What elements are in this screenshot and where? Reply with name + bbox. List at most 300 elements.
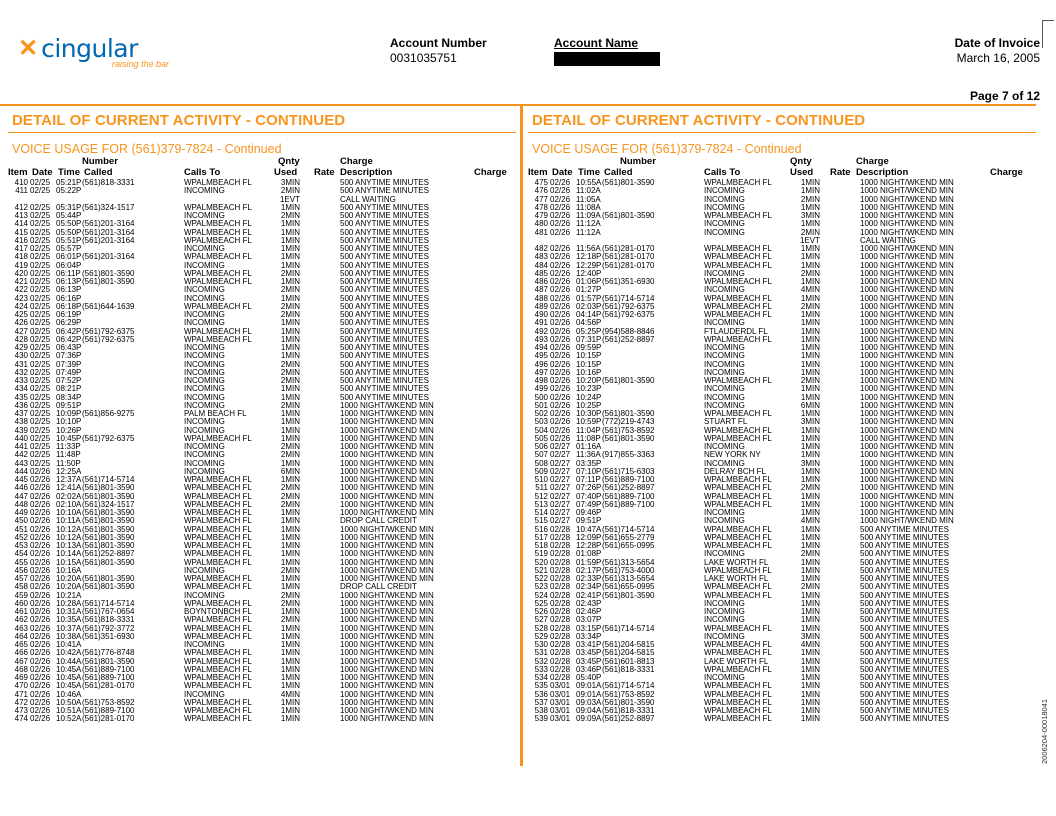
cell-calls-to: WPALMBEACH FL [704, 409, 772, 418]
cell-calls-to: WPALMBEACH FL [184, 268, 252, 278]
cell-item: 514 [534, 508, 548, 517]
column-header [8, 167, 516, 178]
col-description: Description [340, 167, 393, 178]
cell-qty-used: 2MIN [800, 483, 820, 493]
table-row [8, 187, 516, 195]
cell-description: 1000 NIGHT/WKEND MIN [860, 475, 954, 484]
cell-item: 433 [14, 376, 28, 385]
cell-time: 06:13P [56, 277, 82, 286]
cell-time: 10:45A [56, 673, 82, 682]
cell-calls-to: WPALMBEACH FL [704, 689, 772, 699]
cell-time: 01:16A [576, 442, 602, 451]
cell-calls-to: INCOMING [184, 351, 225, 361]
cell-calls-to: WPALMBEACH FL [184, 301, 252, 311]
table-row [528, 435, 1036, 443]
cell-qty-used: 1MIN [800, 310, 820, 319]
cell-calls-to: INCOMING [704, 219, 745, 229]
cell-calls-to: LAKE WORTH FL [704, 656, 769, 666]
table-row [528, 311, 1036, 319]
cell-calls-to: WPALMBEACH FL [704, 491, 772, 501]
column-divider [520, 106, 523, 766]
cell-date: 02/25 [30, 252, 51, 262]
cell-time: 06:01P [56, 252, 82, 262]
cell-description: 500 ANYTIME MINUTES [340, 285, 429, 295]
cell-date: 02/26 [550, 202, 571, 212]
cell-time: 11:56A [576, 244, 601, 253]
table-row [8, 451, 516, 459]
cell-called-number: (561)801-3590 [82, 268, 135, 278]
cell-called-number: (561)801-3590 [82, 532, 135, 542]
cell-item: 481 [534, 227, 548, 237]
cell-qty-used: 4MIN [280, 689, 300, 699]
cell-date: 02/25 [30, 376, 51, 385]
col-item: Item [528, 167, 548, 178]
cell-time: 07:31P [576, 334, 602, 344]
cell-called-number: (561)801-3590 [602, 178, 655, 187]
cell-description: 1000 NIGHT/WKEND MIN [340, 648, 434, 658]
cell-date: 02/27 [550, 508, 571, 517]
cell-time: 11:12A [576, 227, 601, 237]
cell-time: 09:46P [576, 508, 602, 517]
cell-date: 02/27 [550, 442, 571, 451]
col-item: Item [8, 167, 28, 178]
cell-time: 10:24P [576, 392, 602, 402]
cell-calls-to: WPALMBEACH FL [704, 475, 772, 484]
col-date: Date [32, 167, 53, 178]
cell-date: 02/25 [30, 450, 51, 460]
cell-time: 06:18P [56, 301, 82, 311]
cell-time: 10:25P [576, 400, 602, 410]
cell-item: 504 [534, 425, 548, 435]
cell-item: 528 [534, 623, 548, 633]
cell-item: 446 [14, 483, 28, 493]
cell-called-number: (561)281-0170 [602, 244, 655, 253]
table-row [528, 220, 1036, 228]
cell-description: 1000 NIGHT/WKEND MIN [860, 219, 954, 229]
cell-item: 490 [534, 310, 548, 319]
cell-calls-to: INCOMING [704, 392, 745, 402]
cell-date: 02/26 [550, 260, 571, 270]
cell-time: 10:13A [56, 541, 82, 550]
cell-description: 1000 NIGHT/WKEND MIN [860, 260, 954, 270]
cell-item: 525 [534, 598, 548, 608]
table-row [8, 344, 516, 352]
cell-description: 500 ANYTIME MINUTES [860, 565, 949, 575]
table-row [528, 394, 1036, 402]
cell-qty-used: 1MIN [280, 260, 300, 270]
cell-date: 02/25 [30, 277, 51, 286]
cell-description: 1000 NIGHT/WKEND MIN [860, 442, 954, 451]
cell-time: 10:11A [56, 516, 81, 526]
cell-description: 1000 NIGHT/WKEND MIN [340, 598, 434, 608]
cell-called-number: (561)714-5714 [602, 623, 655, 633]
table-row [8, 336, 516, 344]
cell-description: 500 ANYTIME MINUTES [340, 301, 429, 311]
cell-qty-used: 1MIN [280, 458, 300, 468]
cell-date: 02/26 [550, 211, 571, 220]
cell-item: 497 [534, 367, 548, 377]
cell-calls-to: WPALMBEACH FL [184, 499, 252, 509]
cell-qty-used: 1MIN [280, 557, 300, 567]
cell-qty-used: 1MIN [800, 326, 820, 336]
cell-description: 500 ANYTIME MINUTES [340, 359, 429, 369]
table-row [528, 377, 1036, 385]
table-row [8, 369, 516, 377]
cell-time: 02:33P [576, 574, 602, 583]
cell-description: 1000 NIGHT/WKEND MIN [860, 433, 954, 443]
cell-called-number: (917)855-3363 [602, 450, 655, 460]
cell-calls-to: INCOMING [704, 549, 745, 559]
cell-qty-used: 2MIN [280, 598, 300, 608]
cell-calls-to: WPALMBEACH FL [184, 541, 252, 550]
cell-item: 466 [14, 648, 28, 658]
cell-description: 1000 NIGHT/WKEND MIN [860, 376, 954, 385]
cell-time: 05:50P [56, 227, 82, 237]
cell-qty-used: 3MIN [800, 631, 820, 641]
cell-item: 509 [534, 466, 548, 476]
cell-called-number: (561)801-3590 [82, 656, 135, 666]
cell-qty-used: 1MIN [280, 516, 300, 526]
cell-description: 1000 NIGHT/WKEND MIN [860, 343, 954, 352]
cell-description: 500 ANYTIME MINUTES [340, 235, 429, 245]
cell-description: 1000 NIGHT/WKEND MIN [340, 557, 434, 567]
cell-description: 1000 NIGHT/WKEND MIN [860, 516, 954, 526]
cell-qty-used: 1MIN [280, 549, 300, 559]
cell-date: 02/26 [30, 557, 51, 567]
cell-called-number: (561)792-6375 [82, 433, 135, 443]
account-name-block [554, 36, 660, 66]
cell-calls-to: WPALMBEACH FL [704, 565, 772, 575]
cell-description: 500 ANYTIME MINUTES [860, 607, 949, 616]
account-number-label: Account Number [390, 36, 487, 50]
cell-item: 488 [534, 293, 548, 303]
cell-date: 02/26 [550, 268, 571, 278]
cell-date: 02/26 [30, 491, 51, 501]
cell-time: 01:57P [576, 293, 602, 303]
cell-time: 12:25A [56, 466, 82, 476]
cell-qty-used: 1MIN [800, 574, 820, 583]
cell-qty-used: 2MIN [280, 590, 300, 600]
cell-time: 10:59P [576, 417, 602, 427]
cell-calls-to: INCOMING [704, 351, 745, 361]
table-row [528, 608, 1036, 616]
table-row [8, 435, 516, 443]
cell-description: 500 ANYTIME MINUTES [340, 277, 429, 286]
cell-date: 02/26 [550, 425, 571, 435]
cell-time: 09:09A [576, 714, 602, 724]
cell-time: 02:02A [56, 491, 82, 501]
cell-called-number: (561)818-3331 [602, 706, 655, 715]
cell-qty-used: 1MIN [800, 384, 820, 394]
cell-calls-to: INCOMING [184, 359, 225, 369]
cell-time: 09:01A [576, 681, 602, 691]
cell-qty-used: 1MIN [800, 293, 820, 303]
cell-description: 1000 NIGHT/WKEND MIN [860, 277, 954, 286]
cell-calls-to: STUART FL [704, 417, 748, 427]
cell-date: 02/26 [30, 714, 51, 724]
cell-called-number: (561)801-3590 [602, 433, 655, 443]
cell-time: 05:51P [56, 235, 82, 245]
cell-description: 1000 NIGHT/WKEND MIN [860, 384, 954, 394]
cell-calls-to: INCOMING [184, 442, 225, 451]
cell-date: 02/25 [30, 186, 51, 196]
col-called: Called [84, 167, 113, 178]
cell-item: 511 [535, 483, 548, 493]
cell-description: 500 ANYTIME MINUTES [340, 351, 429, 361]
cell-called-number: (561)714-5714 [602, 524, 655, 534]
cell-called-number: (561)313-5654 [602, 557, 655, 567]
cell-called-number: (561)324-1517 [82, 499, 135, 509]
cell-calls-to: INCOMING [704, 400, 745, 410]
cell-calls-to: INCOMING [184, 384, 225, 394]
cell-description: 500 ANYTIME MINUTES [860, 598, 949, 608]
cell-item: 419 [14, 260, 28, 270]
cell-calls-to: WPALMBEACH FL [184, 252, 252, 262]
cell-qty-used: 2MIN [280, 565, 300, 575]
cell-calls-to: NEW YORK NY [704, 450, 761, 460]
cell-calls-to: INCOMING [704, 318, 745, 328]
cell-qty-used: 1MIN [280, 293, 300, 303]
cell-qty-used: 1MIN [800, 508, 820, 517]
table-row [8, 394, 516, 402]
cell-description: 500 ANYTIME MINUTES [340, 334, 429, 344]
cell-item: 410 [14, 178, 28, 187]
cell-qty-used: 2MIN [280, 400, 300, 410]
cell-date: 02/26 [30, 541, 51, 550]
cell-calls-to: INCOMING [184, 466, 225, 476]
cell-qty-used: 1MIN [280, 202, 300, 212]
cell-description: 1000 NIGHT/WKEND MIN [860, 285, 954, 295]
cell-description: 1000 NIGHT/WKEND MIN [860, 450, 954, 460]
cell-date: 02/25 [30, 227, 51, 237]
cell-item: 482 [534, 244, 548, 253]
cell-called-number: (561)792-6375 [82, 326, 135, 336]
cell-item: 415 [14, 227, 28, 237]
cell-description: 1000 NIGHT/WKEND MIN [340, 442, 434, 451]
cell-called-number: (561)644-1639 [82, 301, 135, 311]
cell-description: 1000 NIGHT/WKEND MIN [340, 425, 434, 435]
cell-description: 1000 NIGHT/WKEND MIN [340, 565, 434, 575]
cell-qty-used: 1MIN [800, 664, 820, 674]
cell-time: 05:40P [576, 673, 602, 682]
cell-calls-to: INCOMING [184, 310, 225, 319]
cell-qty-used: 1MIN [800, 590, 820, 600]
cell-description: 1000 NIGHT/WKEND MIN [340, 640, 434, 649]
cell-calls-to: WPALMBEACH FL [704, 541, 772, 550]
cell-qty-used: 1MIN [280, 673, 300, 682]
cell-qty-used: 1MIN [800, 681, 820, 691]
cell-calls-to: WPALMBEACH FL [184, 574, 252, 583]
cell-date: 02/26 [550, 194, 571, 204]
col-called: Called [604, 167, 633, 178]
cell-qty-used: 1MIN [280, 697, 300, 707]
cell-item: 423 [14, 293, 28, 303]
cell-called-number: (561)801-3590 [602, 211, 655, 220]
table-row [528, 229, 1036, 237]
cell-date: 02/25 [30, 310, 51, 319]
cell-called-number: (561)801-3590 [82, 524, 135, 534]
cell-qty-used: 1MIN [800, 367, 820, 377]
cell-item: 523 [534, 582, 548, 592]
cell-calls-to: WPALMBEACH FL [184, 681, 252, 691]
cell-time: 07:49P [576, 499, 602, 509]
cell-qty-used: 1MIN [280, 318, 300, 328]
cell-called-number: (561)601-8813 [602, 656, 655, 666]
cell-time: 06:42P [56, 334, 82, 344]
cell-called-number: (561)801-3590 [602, 697, 655, 707]
cell-qty-used: 1MIN [800, 697, 820, 707]
cell-date: 02/26 [550, 384, 571, 394]
table-row [8, 418, 516, 426]
cell-item: 451 [14, 524, 28, 534]
col-rate: Rate [830, 167, 851, 178]
cell-item: 462 [14, 615, 28, 625]
cell-qty-used: 1MIN [280, 664, 300, 674]
cell-called-number: (561)753-8592 [602, 689, 655, 699]
cell-calls-to: WPALMBEACH FL [184, 277, 252, 286]
cell-calls-to: WPALMBEACH FL [704, 483, 772, 493]
cell-description: 500 ANYTIME MINUTES [340, 260, 429, 270]
cell-time: 10:45A [56, 664, 82, 674]
table-row [8, 352, 516, 360]
cell-date: 02/26 [30, 475, 51, 484]
cell-date: 02/25 [30, 244, 51, 253]
cell-item: 519 [534, 549, 548, 559]
table-row [8, 583, 516, 591]
cell-called-number: (561)818-3331 [82, 615, 135, 625]
cell-calls-to: WPALMBEACH FL [184, 491, 252, 501]
table-row [8, 443, 516, 451]
cell-date: 02/26 [30, 673, 51, 682]
cell-description: 500 ANYTIME MINUTES [860, 656, 949, 666]
cell-description: 500 ANYTIME MINUTES [340, 376, 429, 385]
cell-item: 513 [534, 499, 548, 509]
cell-calls-to: INCOMING [184, 458, 225, 468]
cell-description: 1000 NIGHT/WKEND MIN [860, 425, 954, 435]
cell-item: 522 [534, 574, 548, 583]
cell-time: 11:08A [576, 202, 601, 212]
cell-description: 1000 NIGHT/WKEND MIN [340, 417, 434, 427]
cell-item: 485 [534, 268, 548, 278]
cell-qty-used: 1MIN [280, 582, 300, 592]
cell-qty-used: 1MIN [280, 343, 300, 352]
cell-time: 10:12A [56, 532, 82, 542]
cell-item: 491 [534, 318, 548, 328]
cell-date: 02/25 [30, 425, 51, 435]
cell-time: 03:15P [576, 623, 602, 633]
col-rate: Rate [314, 167, 335, 178]
cell-time: 02:43P [576, 598, 602, 608]
cell-qty-used: 1MIN [800, 607, 820, 616]
cell-item: 515 [534, 516, 548, 526]
cell-time: 11:08P [576, 433, 601, 443]
cell-calls-to: INCOMING [184, 392, 225, 402]
cell-date: 02/26 [550, 285, 571, 295]
cell-time: 10:55A [576, 178, 602, 187]
cell-item: 429 [14, 343, 28, 352]
cell-called-number: (561)801-3590 [602, 376, 655, 385]
cell-date: 03/01 [550, 714, 571, 724]
cell-calls-to: INCOMING [184, 640, 225, 649]
cell-item: 441 [14, 442, 28, 451]
cell-called-number: (561)801-3590 [82, 541, 135, 550]
cell-qty-used: 1MIN [800, 541, 820, 550]
cell-called-number: (561)313-5654 [602, 574, 655, 583]
cell-description: 500 ANYTIME MINUTES [340, 384, 429, 394]
cell-qty-used: 1MIN [280, 706, 300, 715]
cell-called-number: (561)889-7100 [602, 491, 655, 501]
cell-calls-to: WPALMBEACH FL [704, 590, 772, 600]
cell-calls-to: WPALMBEACH FL [184, 697, 252, 707]
col-description: Description [856, 167, 909, 178]
cell-date: 02/26 [30, 516, 51, 526]
cell-qty-used: 2MIN [280, 442, 300, 451]
table-row [528, 542, 1036, 550]
cell-description: 1000 NIGHT/WKEND MIN [340, 697, 434, 707]
cell-description: 500 ANYTIME MINUTES [340, 227, 429, 237]
cell-qty-used: 4MIN [800, 285, 820, 295]
cell-description: 1000 NIGHT/WKEND MIN [340, 450, 434, 460]
cell-item: 424 [14, 301, 28, 311]
cell-description: CALL WAITING [340, 194, 396, 204]
cell-called-number: (561)801-3590 [82, 582, 135, 592]
cell-date: 02/26 [30, 623, 51, 633]
cell-description: 1000 NIGHT/WKEND MIN [340, 483, 434, 493]
cell-called-number: (561)252-8897 [602, 334, 655, 344]
cell-description: 1000 NIGHT/WKEND MIN [340, 689, 434, 699]
cell-description: 500 ANYTIME MINUTES [860, 524, 949, 534]
cell-description: DROP CALL CREDIT [340, 516, 417, 526]
cell-qty-used: 1MIN [800, 318, 820, 328]
cell-qty-used: 1MIN [800, 557, 820, 567]
cell-date: 02/25 [30, 442, 51, 451]
cell-calls-to: WPALMBEACH FL [184, 178, 252, 187]
cell-item: 448 [14, 499, 28, 509]
cell-calls-to: WPALMBEACH FL [184, 549, 252, 559]
cell-calls-to: INCOMING [704, 359, 745, 369]
cell-description: 500 ANYTIME MINUTES [340, 392, 429, 402]
table-row [528, 600, 1036, 608]
cell-description: 500 ANYTIME MINUTES [860, 648, 949, 658]
table-row [528, 592, 1036, 600]
cell-item: 467 [14, 656, 28, 666]
cell-time: 05:50P [56, 219, 82, 229]
cell-time: 10:15P [576, 351, 602, 361]
cell-date: 02/25 [30, 409, 51, 418]
cell-calls-to: INCOMING [184, 186, 225, 196]
cell-description: 1000 NIGHT/WKEND MIN [340, 607, 434, 616]
cell-description: 500 ANYTIME MINUTES [860, 706, 949, 715]
cell-description: 1000 NIGHT/WKEND MIN [340, 714, 434, 724]
cell-time: 10:45P [56, 433, 82, 443]
cell-time: 10:35A [56, 615, 82, 625]
left-column [8, 106, 516, 724]
cell-item: 477 [534, 194, 548, 204]
column-header-top [8, 156, 516, 167]
cell-calls-to: WPALMBEACH FL [184, 326, 252, 336]
cell-called-number: (561)801-3590 [82, 508, 135, 517]
cell-date: 02/26 [550, 376, 571, 385]
cell-calls-to: INCOMING [184, 590, 225, 600]
cell-description: 500 ANYTIME MINUTES [340, 244, 429, 253]
cell-description: 500 ANYTIME MINUTES [860, 673, 949, 682]
cell-qty-used: 6MIN [800, 400, 820, 410]
cell-date: 02/25 [30, 334, 51, 344]
cell-qty-used: 3MIN [800, 211, 820, 220]
cell-item: 442 [14, 450, 28, 460]
cell-calls-to: INCOMING [184, 400, 225, 410]
cell-time: 10:45A [56, 681, 82, 691]
